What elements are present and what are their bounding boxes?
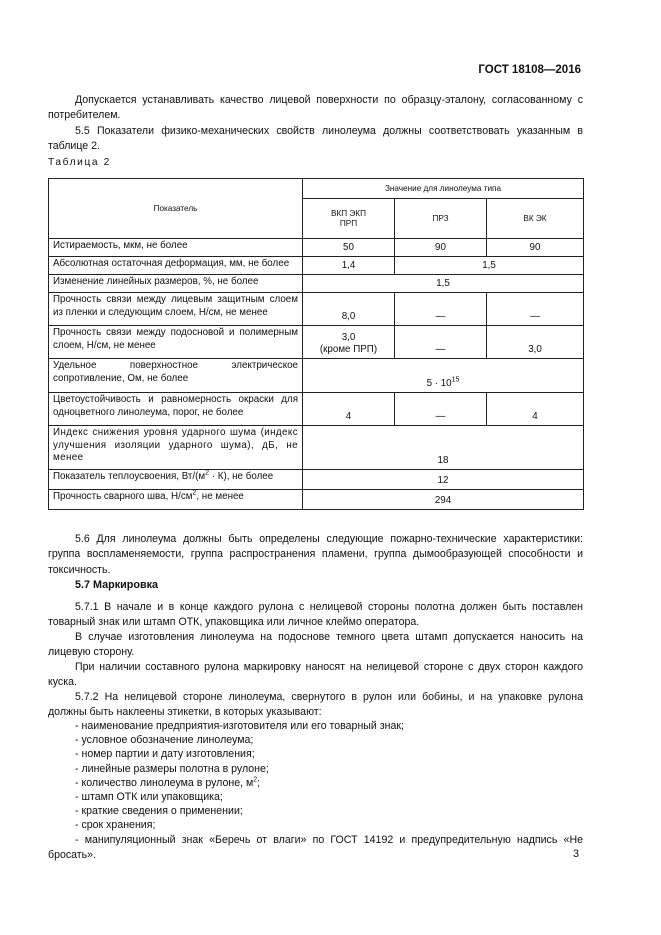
list-item-sup: 2 bbox=[253, 776, 258, 784]
document-code: ГОСТ 18108—2016 bbox=[478, 64, 581, 76]
row-value: 12 bbox=[303, 470, 584, 490]
table-row bbox=[49, 470, 584, 490]
row-name-text: , не менее bbox=[196, 491, 244, 502]
row-value: — bbox=[487, 293, 584, 326]
row-value: 90 bbox=[487, 239, 584, 257]
table-row bbox=[49, 490, 584, 510]
row-value: 4 bbox=[487, 393, 584, 426]
row-name-text: Показатель теплоусвоения, Вт/(м bbox=[53, 471, 206, 482]
table-row bbox=[49, 359, 584, 393]
row-value: 8,0 bbox=[303, 293, 395, 326]
row-value-line: 3,0 bbox=[341, 331, 356, 343]
row-value: 90 bbox=[395, 239, 487, 257]
properties-table bbox=[48, 178, 584, 510]
list-item: - штамп ОТК или упаковщика; bbox=[75, 791, 223, 804]
row-name-text: Прочность сварного шва, Н/см bbox=[53, 491, 193, 502]
row-value: 3,0 bbox=[487, 326, 584, 359]
row-value bbox=[303, 359, 584, 393]
list-item: - условное обозначение линолеума; bbox=[75, 734, 254, 747]
intro-paragraph-1: Допускается устанавливать качество лицевой поверхности по образцу-эталону, согласованному с потребителем. bbox=[48, 94, 583, 122]
row-name: Истираемость, мкм, не более bbox=[49, 239, 303, 257]
table-row bbox=[49, 275, 584, 293]
table-row bbox=[49, 326, 584, 359]
row-name: Абсолютная остаточная деформация, мм, не более bbox=[49, 257, 303, 275]
row-name: Изменение линейных размеров, %, не более bbox=[49, 275, 303, 293]
fire-characteristics-paragraph: 5.6 Для линолеума должны быть определены следующие пожарно-технические характеристики: группа воспламеняемости, группа распространения пламени, группа дымообразующей способности и токсичность. bbox=[48, 533, 583, 576]
list-item: - линейные размеры полотна в рулоне; bbox=[75, 762, 269, 775]
list-item-text: - количество линолеума в рулоне, м bbox=[75, 776, 254, 789]
list-item: - номер партии и дату изготовления; bbox=[75, 748, 255, 761]
last-list-item: - манипуляционный знак «Беречь от влаги» по ГОСТ 14192 и предупредительную надпись «Не бросать». bbox=[48, 834, 583, 862]
table-row bbox=[49, 239, 584, 257]
row-value: 294 bbox=[303, 490, 584, 510]
intro-paragraph-2: 5.5 Показатели физико-механических свойств линолеума должны соответствовать указанным в таблице 2. bbox=[48, 125, 583, 153]
row-value: 4 bbox=[303, 393, 395, 426]
row-name bbox=[49, 490, 303, 510]
table-row bbox=[49, 393, 584, 426]
row-value bbox=[303, 326, 395, 359]
table-row bbox=[49, 257, 584, 275]
row-value: — bbox=[395, 293, 487, 326]
section-paragraph-1: 5.7.1 В начале и в конце каждого рулона с нелицевой стороны полотна должен быть поставлен товарный знак или штамп ОТК, упаковщика или личное клеймо оператора. bbox=[48, 601, 583, 629]
header-type-2: ПРЗ bbox=[395, 199, 487, 239]
list-item: - срок хранения; bbox=[75, 819, 156, 832]
row-name: Индекс снижения уровня ударного шума (индекс улучшения изоляции ударного шума), дБ, не менее bbox=[49, 426, 303, 470]
list-item: - наименование предприятия-изготовителя или его товарный знак; bbox=[75, 720, 404, 732]
table-caption: Таблица 2 bbox=[48, 157, 111, 168]
row-value: — bbox=[395, 326, 487, 359]
label-items-list bbox=[75, 719, 583, 833]
header-value-group: Значение для линолеума типа bbox=[303, 179, 584, 199]
list-item-tail: ; bbox=[257, 776, 261, 789]
row-value: 1,4 bbox=[303, 257, 395, 275]
row-name bbox=[49, 470, 303, 490]
row-name: Цветоустойчивость и равномерность окраски для одноцветного линолеума, порог, не более bbox=[49, 393, 303, 426]
section-paragraph-3: При наличии составного рулона маркировку наносят на нелицевой стороне с двух сторон каждого куска. bbox=[48, 661, 583, 689]
row-name-text: · К), не более bbox=[209, 471, 274, 482]
row-name-sup: 2 bbox=[192, 489, 197, 497]
row-name: Прочность связи между подосновой и полимерным слоем, Н/см, не менее bbox=[49, 326, 303, 359]
header-type-3: ВК ЭК bbox=[487, 199, 584, 239]
table-row bbox=[49, 293, 584, 326]
row-name: Удельное поверхностное электрическое сопротивление, Ом, не более bbox=[49, 359, 303, 393]
row-value: 50 bbox=[303, 239, 395, 257]
section-title: 5.7 Маркировка bbox=[75, 579, 159, 591]
section-paragraph-4: 5.7.2 На нелицевой стороне линолеума, свернутого в рулон или бобины, и на упаковке рулона должны быть наклеены этикетки, в которых указывают: bbox=[48, 691, 583, 719]
section-paragraph-2: В случае изготовления линолеума на подоснове темного цвета штамп допускается наносить на лицевую сторону. bbox=[48, 631, 583, 659]
list-item: - краткие сведения о применении; bbox=[75, 805, 243, 818]
value-base: 5 · 10 bbox=[426, 378, 452, 390]
row-value: — bbox=[395, 393, 487, 426]
header-indicator: Показатель bbox=[49, 179, 303, 239]
row-value: 1,5 bbox=[395, 257, 584, 275]
page-number: 3 bbox=[573, 848, 580, 860]
row-name: Прочность связи между лицевым защитным слоем из пленки и следующим слоем, Н/см, не менее bbox=[49, 293, 303, 326]
header-type-1: ВКП ЭКП ПРП bbox=[303, 199, 395, 239]
row-name-sup: 2 bbox=[205, 469, 210, 477]
row-value-line: (кроме ПРП) bbox=[319, 344, 378, 356]
table-row bbox=[49, 426, 584, 470]
row-value: 1,5 bbox=[303, 275, 584, 293]
value-exponent: 15 bbox=[451, 377, 460, 385]
row-value: 18 bbox=[303, 426, 584, 470]
list-item bbox=[75, 776, 583, 790]
